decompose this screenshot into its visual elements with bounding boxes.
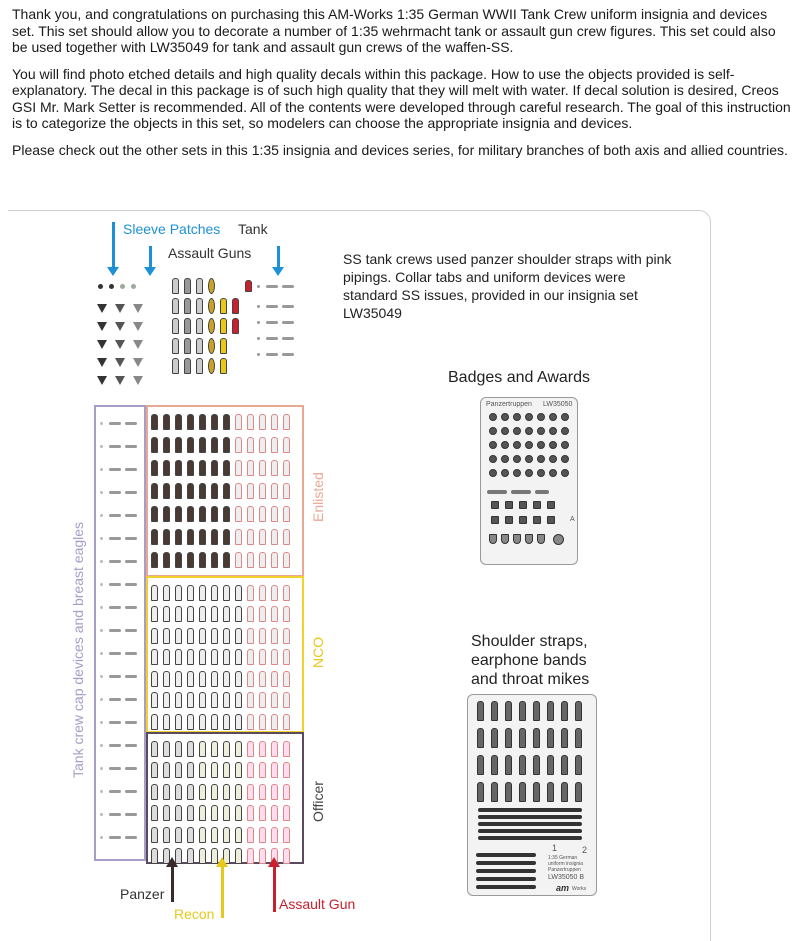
patch-dot	[98, 284, 103, 289]
brand-logo: am	[556, 883, 570, 893]
straps-caption-2: uniform insignia	[548, 861, 584, 867]
sleeve-patches-label: Sleeve Patches	[123, 221, 221, 237]
panzer-label: Panzer	[120, 886, 165, 902]
assault-gun-arrow	[273, 866, 276, 912]
sleeve-patches-arrow	[112, 222, 115, 268]
enlisted-straps	[151, 410, 295, 571]
badges-sheet-code: LW35050	[543, 401, 573, 408]
patch-dot	[109, 284, 114, 289]
intro-paragraph-3: Please check out the other sets in this 1:35 insignia and devices series, for military branches of both axis and allied countries.	[12, 141, 788, 158]
chevron-column	[97, 304, 151, 394]
straps-heading	[471, 632, 589, 689]
cap-devices-column	[100, 412, 141, 849]
patch-dot	[131, 284, 136, 289]
recon-arrow	[221, 866, 224, 918]
assault-gun-label: Assault Gun	[279, 896, 356, 912]
cap-devices-label: Tank crew cap devices and breast eagles	[70, 521, 86, 778]
sleeve-patch-row	[98, 284, 142, 289]
badges-sheet-name: Panzertruppen	[486, 401, 532, 408]
panzer-arrow	[171, 866, 174, 902]
intro-paragraph-1: Thank you, and congratulations on purchasing this AM-Works 1:35 German WWII Tank Crew uniform insignia and devices set. This set should allow you to decorate a number of 1:35 wehrmacht tank or assault gun crew figures. This set could also be used together with LW35049 for tank and assault gun crews of the waffen-SS.	[12, 6, 776, 55]
straps-heading-line-3: and throat mikes	[471, 671, 590, 688]
badges-sheet	[480, 397, 578, 565]
officer-label: Officer	[310, 781, 326, 822]
tank-label: Tank	[238, 221, 268, 237]
straps-heading-line-1: Shoulder straps,	[471, 633, 588, 650]
collar-tab-column	[172, 278, 244, 378]
intro-paragraph-2: You will find photo etched details and high quality decals within this package. How to use the objects provided is self-explanatory. The decal in this package is of such high quality that they will melt with water. If decal solution is desired, Creos GSI Mr. Mark Setter is recommended. All of the contents were developed through careful research. The goal of this instruction is to categorize the objects in this set, so modelers can choose the appropriate insignia and devices.	[12, 65, 791, 131]
straps-sheet	[467, 694, 597, 896]
nco-straps	[151, 582, 295, 733]
ss-note: SS tank crews used panzer shoulder straps with pink pipings. Collar tabs and uniform devices were standard SS issues, provided in our insignia set LW35049	[343, 251, 672, 321]
nco-label: NCO	[310, 636, 326, 668]
enlisted-label: Enlisted	[310, 472, 326, 522]
straps-heading-line-2: earphone bands	[471, 652, 587, 669]
straps-num-2: 2	[582, 845, 588, 855]
straps-caption-3: Panzertruppen	[548, 867, 581, 873]
officer-straps	[151, 738, 295, 867]
assault-guns-label: Assault Guns	[168, 245, 252, 261]
straps-code: LW35050 B	[548, 874, 585, 881]
tank-arrow	[149, 246, 152, 268]
assault-guns-arrow	[277, 246, 280, 268]
straps-num-1: 1	[552, 843, 558, 853]
small-device-column	[245, 280, 298, 369]
brand-sub: Works	[572, 886, 587, 892]
intro-text	[12, 6, 792, 168]
badges-heading: Badges and Awards	[448, 369, 591, 386]
recon-label: Recon	[174, 906, 215, 922]
badges-sheet-letter: A	[570, 516, 575, 523]
straps-caption-1: 1:35 German	[548, 855, 578, 861]
patch-dot	[120, 284, 125, 289]
